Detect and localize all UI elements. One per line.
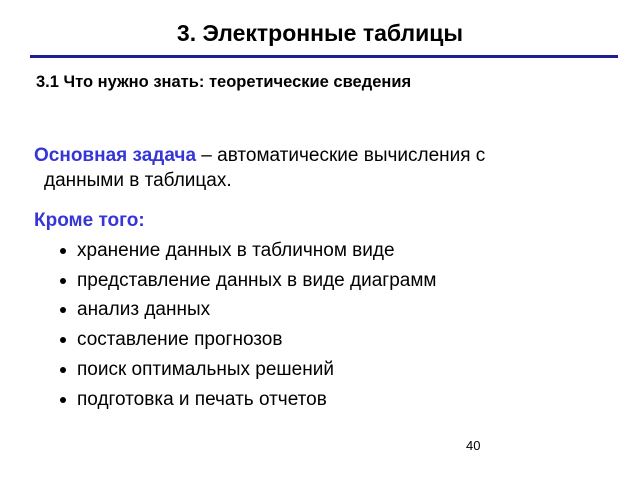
main-task-paragraph [34,143,604,193]
title-underline [30,55,618,58]
bullet-dot-icon [60,367,66,373]
besides-label: Кроме того: [34,210,145,231]
page-number: 40 [466,438,481,453]
bullet-text: подготовка и печать отчетов [77,388,327,410]
bullet-text: поиск оптимальных решений [77,358,334,380]
bullet-item [60,325,436,355]
slide-title: 3. Электронные таблицы [176,20,464,46]
main-task-text-line1: – автоматические вычисления с [196,145,486,166]
bullet-list [60,236,436,414]
bullet-dot-icon [60,337,66,343]
bullet-text: представление данных в виде диаграмм [77,269,437,291]
bullet-item [60,295,436,325]
bullet-dot-icon [60,278,66,284]
bullet-dot-icon [60,397,66,403]
bullet-dot-icon [60,248,66,254]
bullet-item [60,266,436,296]
bullet-text: анализ данных [77,299,211,321]
section-subtitle: 3.1 Что нужно знать: теоретические сведения [36,73,412,91]
bullet-item [60,385,436,415]
bullet-text: хранение данных в табличном виде [77,240,395,261]
bullet-dot-icon [60,307,66,313]
bullet-item [60,355,436,385]
main-task-text-line2: данными в таблицах. [44,170,232,191]
bullet-item [60,236,436,266]
bullet-text: составление прогнозов [77,329,283,351]
main-task-label: Основная задача [34,145,197,166]
